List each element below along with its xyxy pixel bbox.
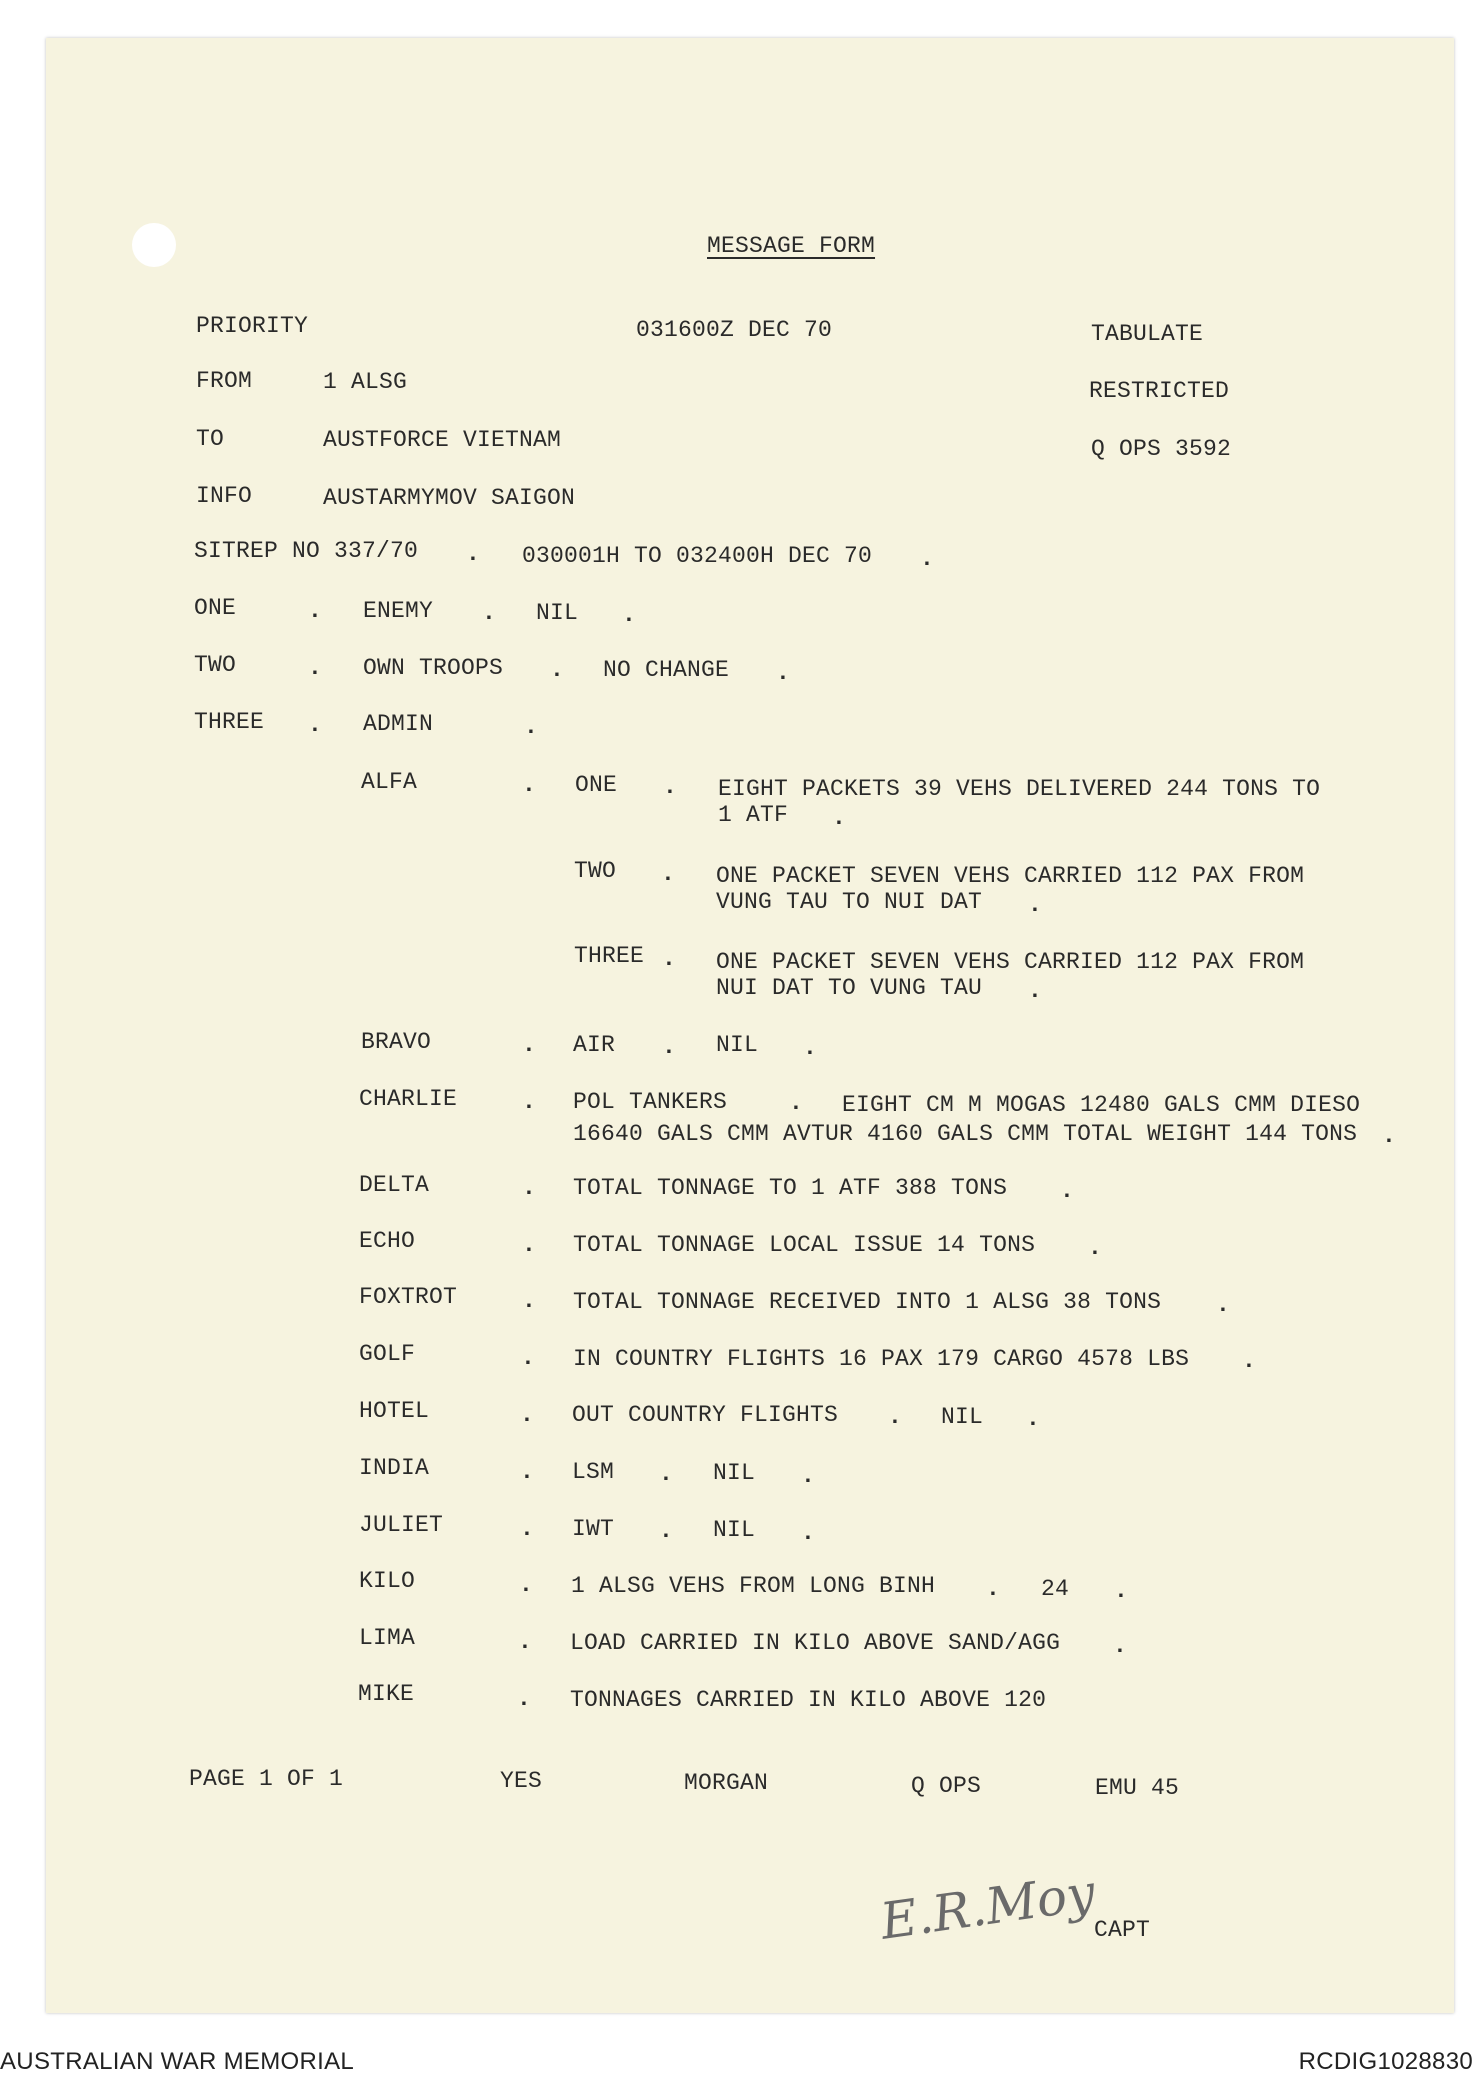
juliet-label: JULIET xyxy=(359,1512,444,1538)
page-count: PAGE 1 OF 1 xyxy=(189,1766,344,1792)
separator-dot: . xyxy=(522,1232,537,1258)
separator-dot: . xyxy=(1382,1123,1397,1149)
phone-extension: EMU 45 xyxy=(1095,1775,1180,1801)
date-time-group: 031600Z DEC 70 xyxy=(636,317,833,343)
mike-text: TONNAGES CARRIED IN KILO ABOVE 120 xyxy=(570,1687,1047,1713)
separator-dot: . xyxy=(663,774,678,800)
separator-dot: . xyxy=(1060,1178,1075,1204)
golf-label: GOLF xyxy=(359,1341,416,1367)
yes-mark: YES xyxy=(500,1768,543,1794)
alfa-label: ALFA xyxy=(361,769,418,795)
para-three-topic: ADMIN xyxy=(363,711,434,737)
separator-dot: . xyxy=(308,655,323,681)
charlie-line2: 16640 GALS CMM AVTUR 4160 GALS CMM TOTAL WEIGHT 144 TONS xyxy=(573,1121,1358,1147)
alfa-two-line2: VUNG TAU TO NUI DAT xyxy=(716,889,983,915)
kilo-value: 24 xyxy=(1041,1576,1070,1602)
sitrep-number: SITREP NO 337/70 xyxy=(194,538,419,564)
hotel-topic: OUT COUNTRY FLIGHTS xyxy=(572,1402,839,1428)
tabulate-label: TABULATE xyxy=(1091,321,1204,347)
separator-dot: . xyxy=(659,1518,674,1544)
juliet-topic: IWT xyxy=(572,1516,615,1542)
archive-credit: AUSTRALIAN WAR MEMORIAL xyxy=(0,2048,355,2075)
separator-dot: . xyxy=(1088,1235,1103,1261)
separator-dot: . xyxy=(920,546,935,572)
separator-dot: . xyxy=(522,772,537,798)
separator-dot: . xyxy=(1242,1348,1257,1374)
separator-dot: . xyxy=(521,1345,536,1371)
info-label: INFO xyxy=(196,483,253,509)
india-topic: LSM xyxy=(572,1459,615,1485)
alfa-three-line1: ONE PACKET SEVEN VEHS CARRIED 112 PAX FROM xyxy=(716,949,1305,975)
archive-id: RCDIG1028830 xyxy=(1298,2048,1473,2075)
separator-dot: . xyxy=(659,1461,674,1487)
separator-dot: . xyxy=(308,598,323,624)
separator-dot: . xyxy=(803,1035,818,1061)
para-one-value: NIL xyxy=(536,600,579,626)
golf-text: IN COUNTRY FLIGHTS 16 PAX 179 CARGO 4578 LBS xyxy=(573,1346,1190,1372)
separator-dot: . xyxy=(1028,892,1043,918)
separator-dot: . xyxy=(661,861,676,887)
separator-dot: . xyxy=(522,1288,537,1314)
separator-dot: . xyxy=(888,1404,903,1430)
priority-label: PRIORITY xyxy=(196,313,309,339)
echo-text: TOTAL TONNAGE LOCAL ISSUE 14 TONS xyxy=(573,1232,1036,1258)
sitrep-period: 030001H TO 032400H DEC 70 xyxy=(522,543,873,569)
separator-dot: . xyxy=(517,1686,532,1712)
foxtrot-text: TOTAL TONNAGE RECEIVED INTO 1 ALSG 38 TONS xyxy=(573,1289,1162,1315)
to-label: TO xyxy=(196,426,225,452)
para-three-num: THREE xyxy=(194,709,265,735)
bravo-value: NIL xyxy=(716,1032,759,1058)
separator-dot: . xyxy=(518,1629,533,1655)
alfa-three-line2: NUI DAT TO VUNG TAU xyxy=(716,975,983,1001)
para-two-topic: OWN TROOPS xyxy=(363,655,504,681)
bravo-topic: AIR xyxy=(573,1032,616,1058)
alfa-one-line1: EIGHT PACKETS 39 VEHS DELIVERED 244 TONS TO xyxy=(718,776,1321,802)
separator-dot: . xyxy=(776,660,791,686)
separator-dot: . xyxy=(622,602,637,628)
para-one-topic: ENEMY xyxy=(363,598,434,624)
separator-dot: . xyxy=(522,1032,537,1058)
classification: RESTRICTED xyxy=(1089,378,1230,404)
separator-dot: . xyxy=(1113,1633,1128,1659)
separator-dot: . xyxy=(520,1459,535,1485)
punch-hole xyxy=(132,223,176,267)
alfa-two-line1: ONE PACKET SEVEN VEHS CARRIED 112 PAX FROM xyxy=(716,863,1305,889)
delta-text: TOTAL TONNAGE TO 1 ATF 388 TONS xyxy=(573,1175,1008,1201)
separator-dot: . xyxy=(1114,1578,1129,1604)
separator-dot: . xyxy=(801,1463,816,1489)
kilo-topic: 1 ALSG VEHS FROM LONG BINH xyxy=(571,1573,936,1599)
separator-dot: . xyxy=(832,805,847,831)
echo-label: ECHO xyxy=(359,1228,416,1254)
hotel-label: HOTEL xyxy=(359,1398,430,1424)
separator-dot: . xyxy=(1028,978,1043,1004)
info-value: AUSTARMYMOV SAIGON xyxy=(323,485,576,511)
originator-name: MORGAN xyxy=(684,1770,769,1796)
signatory-rank: CAPT xyxy=(1094,1917,1151,1943)
from-label: FROM xyxy=(196,368,253,394)
alfa-one-num: ONE xyxy=(575,772,618,798)
hotel-value: NIL xyxy=(941,1404,984,1430)
kilo-label: KILO xyxy=(359,1568,416,1594)
lima-label: LIMA xyxy=(359,1625,416,1651)
separator-dot: . xyxy=(789,1090,804,1116)
separator-dot: . xyxy=(524,714,539,740)
separator-dot: . xyxy=(520,1402,535,1428)
originator-branch: Q OPS xyxy=(911,1773,982,1799)
juliet-value: NIL xyxy=(713,1517,756,1543)
separator-dot: . xyxy=(986,1576,1001,1602)
separator-dot: . xyxy=(801,1520,816,1546)
separator-dot: . xyxy=(522,1175,537,1201)
separator-dot: . xyxy=(308,712,323,738)
india-value: NIL xyxy=(713,1460,756,1486)
separator-dot: . xyxy=(1216,1292,1231,1318)
para-two-value: NO CHANGE xyxy=(603,657,730,683)
separator-dot: . xyxy=(520,1516,535,1542)
mike-label: MIKE xyxy=(358,1681,415,1707)
foxtrot-label: FOXTROT xyxy=(359,1284,458,1310)
separator-dot: . xyxy=(662,1034,677,1060)
separator-dot: . xyxy=(662,946,677,972)
from-value: 1 ALSG xyxy=(323,369,408,395)
separator-dot: . xyxy=(522,1089,537,1115)
alfa-one-line2: 1 ATF xyxy=(718,802,789,828)
separator-dot: . xyxy=(1026,1406,1041,1432)
charlie-topic: POL TANKERS xyxy=(573,1089,728,1115)
to-value: AUSTFORCE VIETNAM xyxy=(323,427,562,453)
alfa-three-num: THREE xyxy=(574,943,645,969)
bravo-label: BRAVO xyxy=(361,1029,432,1055)
alfa-two-num: TWO xyxy=(574,858,617,884)
india-label: INDIA xyxy=(359,1455,430,1481)
handwritten-signature: E.R.Moy xyxy=(877,1863,1099,1951)
separator-dot: . xyxy=(550,657,565,683)
charlie-line1: EIGHT CM M MOGAS 12480 GALS CMM DIESO xyxy=(842,1092,1361,1118)
delta-label: DELTA xyxy=(359,1172,430,1198)
separator-dot: . xyxy=(482,600,497,626)
separator-dot: . xyxy=(466,541,481,567)
reference-number: Q OPS 3592 xyxy=(1091,436,1232,462)
para-one-num: ONE xyxy=(194,595,237,621)
charlie-label: CHARLIE xyxy=(359,1086,458,1112)
separator-dot: . xyxy=(519,1572,534,1598)
page-title: MESSAGE FORM xyxy=(707,233,876,259)
lima-text: LOAD CARRIED IN KILO ABOVE SAND/AGG xyxy=(570,1630,1061,1656)
para-two-num: TWO xyxy=(194,652,237,678)
